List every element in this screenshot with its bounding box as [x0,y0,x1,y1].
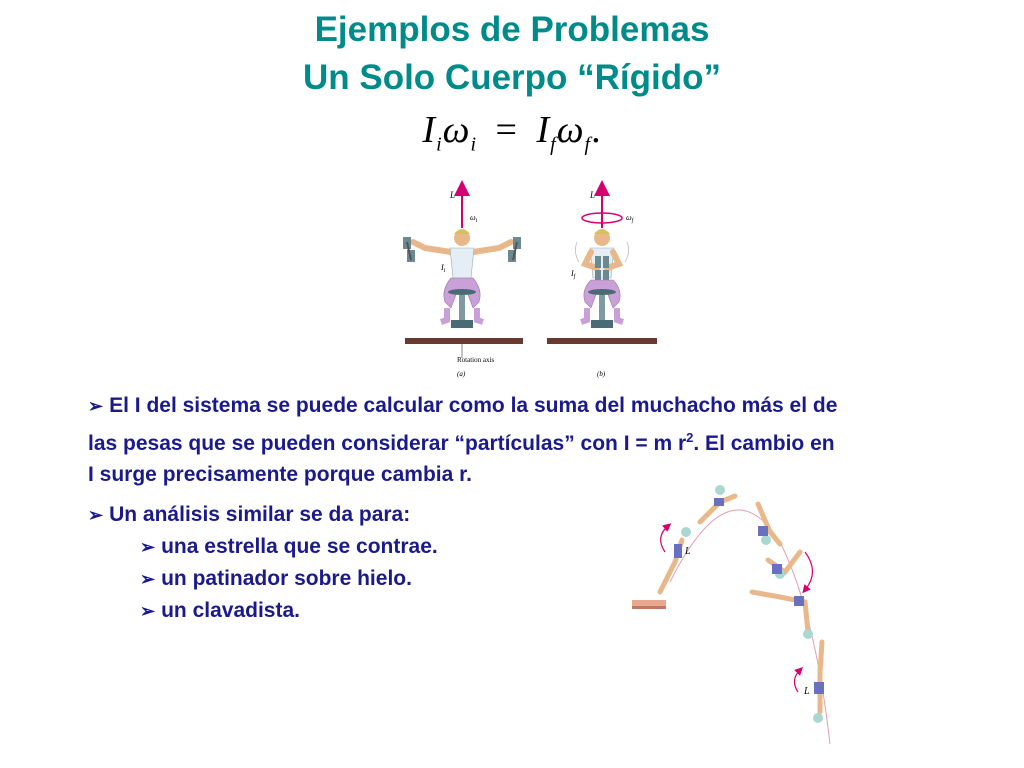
diver-L-label-bottom: L [804,686,810,697]
eq-rhs-omega-sub: f [584,133,592,156]
I-i-label: $I_i$ [441,263,446,274]
paragraph-1-line2 [88,422,1018,459]
omega-i-label: $\omega_i$ [470,213,478,224]
list-item-text: una estrella que se contrae. [161,535,438,558]
list-item [88,563,628,595]
diver-pose-2 [700,485,735,522]
L-vector-label-a: L [450,190,456,200]
figure-b-label: (b) [597,370,606,378]
paragraph-1-line3: I surge precisamente porque cambia r. [88,463,472,486]
diver-pose-6 [794,642,824,723]
omega-f-label: $\omega_f$ [626,213,634,224]
bullet-arrow-icon: ➢ [88,396,104,416]
diver-pose-4 [768,552,813,590]
I-f-label: $I_f$ [571,269,576,280]
bullet-arrow-icon: ➢ [140,601,156,621]
page-title-line2: Un Solo Cuerpo “Rígido” [302,58,722,97]
figure-a [403,188,523,378]
eq-lhs-I: I [422,109,437,151]
diver-pose-5 [752,592,813,639]
paragraph-1-line2-text: las pesas que se pueden considerar “partículas” con I = m r [88,432,687,455]
rotating-stool-figure [395,180,670,380]
eq-rhs-I: I [536,109,551,151]
paragraph-1-line1 [88,390,1018,422]
list-item-text: un clavadista. [161,599,300,622]
list-item [88,531,628,563]
eq-rhs-omega: ω [556,109,585,151]
diver-pose-1 [660,527,691,592]
figure-a-label: (a) [457,370,466,378]
eq-lhs-omega: ω [442,109,471,151]
figure-b [547,188,657,378]
paragraph-2-intro [88,499,628,531]
eq-equals: = [495,109,518,151]
bullet-arrow-icon: ➢ [140,537,156,557]
diver-pose-3 [758,504,780,545]
diver-figure [630,482,850,746]
eq-lhs-I-sub: i [436,133,443,156]
bullet-arrow-icon: ➢ [88,505,104,525]
paragraph-1 [88,390,1018,490]
rotation-axis-label: Rotation axis [457,356,495,364]
list-item [88,595,628,627]
page-title-line1: Ejemplos de Problemas [314,10,710,49]
bullet-arrow-icon: ➢ [140,569,156,589]
diver-L-label-top: L [685,546,691,557]
paragraph-2-intro-text: Un análisis similar se da para: [109,503,411,526]
paragraph-2 [88,499,628,627]
paragraph-1-line1-text: El I del sistema se puede calcular como la suma del muchacho más el de [109,394,838,417]
eq-period: . [591,109,602,151]
L-vector-label-b: L [590,190,596,200]
eq-rhs-I-sub: f [550,133,557,156]
paragraph-1-line2-tail: . El cambio en [693,432,835,455]
paragraph-1-line2-sup: 2 [686,430,694,445]
list-item-text: un patinador sobre hielo. [161,567,412,590]
conservation-equation [0,108,1024,157]
eq-lhs-omega-sub: i [470,133,478,156]
